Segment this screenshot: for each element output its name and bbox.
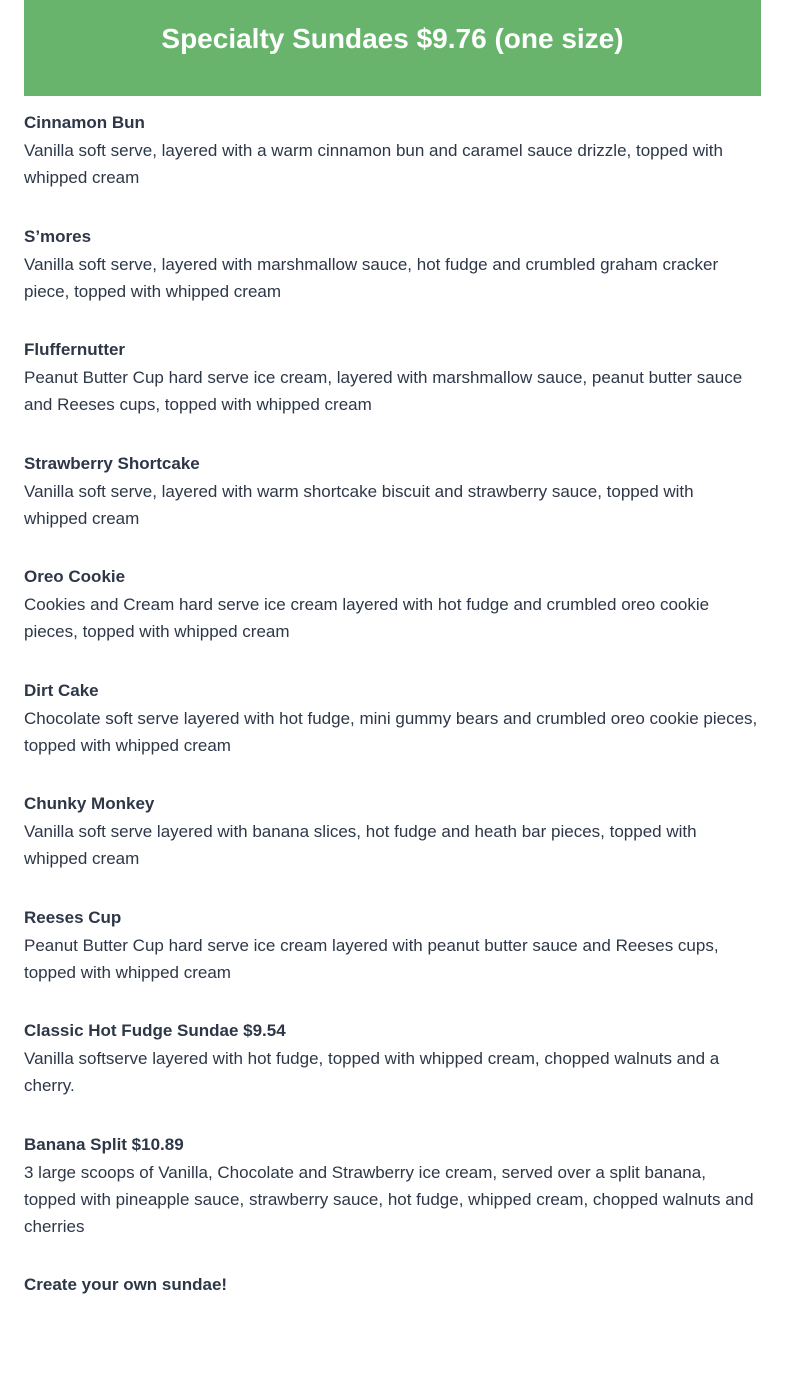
menu-item-description: Vanilla soft serve layered with banana slices, hot fudge and heath bar pieces, topped with whipped cream <box>24 822 697 869</box>
menu-item-name: Banana Split $10.89 <box>24 1134 184 1154</box>
sundae-menu-list <box>24 109 761 1385</box>
menu-item-description: 3 large scoops of Vanilla, Chocolate and Strawberry ice cream, served over a split banana, topped with pineapple sauce, strawberry sauce, hot fudge, whipped cream, chopped walnuts and cherries <box>24 1162 754 1236</box>
menu-item-name: Strawberry Shortcake <box>24 453 200 473</box>
menu-item-description: Vanilla soft serve, layered with warm shortcake biscuit and strawberry sauce, topped with whipped cream <box>24 481 694 528</box>
menu-item-name: S’mores <box>24 226 92 246</box>
menu-item <box>24 1131 761 1272</box>
menu-item-name: Create your own sundae! <box>24 1275 228 1294</box>
menu-item-description: Vanilla softserve layered with hot fudge, topped with whipped cream, chopped walnuts and a cherry. <box>24 1049 720 1096</box>
section-banner <box>24 0 761 96</box>
menu-item <box>24 563 761 677</box>
menu-item <box>24 109 761 223</box>
menu-item <box>24 1017 761 1131</box>
menu-item-description: Vanilla soft serve, layered with marshmallow sauce, hot fudge and crumbled graham cracker piece, topped with whipped cream <box>24 254 719 301</box>
menu-item <box>24 1271 761 1385</box>
menu-item <box>24 677 761 791</box>
menu-item-description: Peanut Butter Cup hard serve ice cream layered with peanut butter sauce and Reeses cups, topped with whipped cream <box>24 935 719 982</box>
menu-item-name: Reeses Cup <box>24 907 122 927</box>
menu-item-description: Peanut Butter Cup hard serve ice cream, layered with marshmallow sauce, peanut butter sauce and Reeses cups, topped with whipped cream <box>24 368 743 415</box>
menu-item <box>24 450 761 564</box>
menu-item-description: Cookies and Cream hard serve ice cream layered with hot fudge and crumbled oreo cookie pieces, topped with whipped cream <box>24 595 710 642</box>
menu-item-name: Cinnamon Bun <box>24 113 145 132</box>
menu-item-name: Fluffernutter <box>24 340 126 359</box>
menu-item <box>24 336 761 450</box>
menu-item-name: Chunky Monkey <box>24 794 155 813</box>
menu-item-description: Chocolate soft serve layered with hot fudge, mini gummy bears and crumbled oreo cookie pieces, topped with whipped cream <box>24 708 758 755</box>
menu-item-name: Dirt Cake <box>24 680 99 700</box>
section-title: Specialty Sundaes $9.76 (one size) <box>161 23 624 54</box>
menu-item-description: Vanilla soft serve, layered with a warm cinnamon bun and caramel sauce drizzle, topped with whipped cream <box>24 141 723 188</box>
menu-item <box>24 223 761 337</box>
menu-item <box>24 904 761 1018</box>
menu-item-name: Classic Hot Fudge Sundae $9.54 <box>24 1021 286 1040</box>
menu-item-name: Oreo Cookie <box>24 567 126 586</box>
menu-item <box>24 790 761 904</box>
